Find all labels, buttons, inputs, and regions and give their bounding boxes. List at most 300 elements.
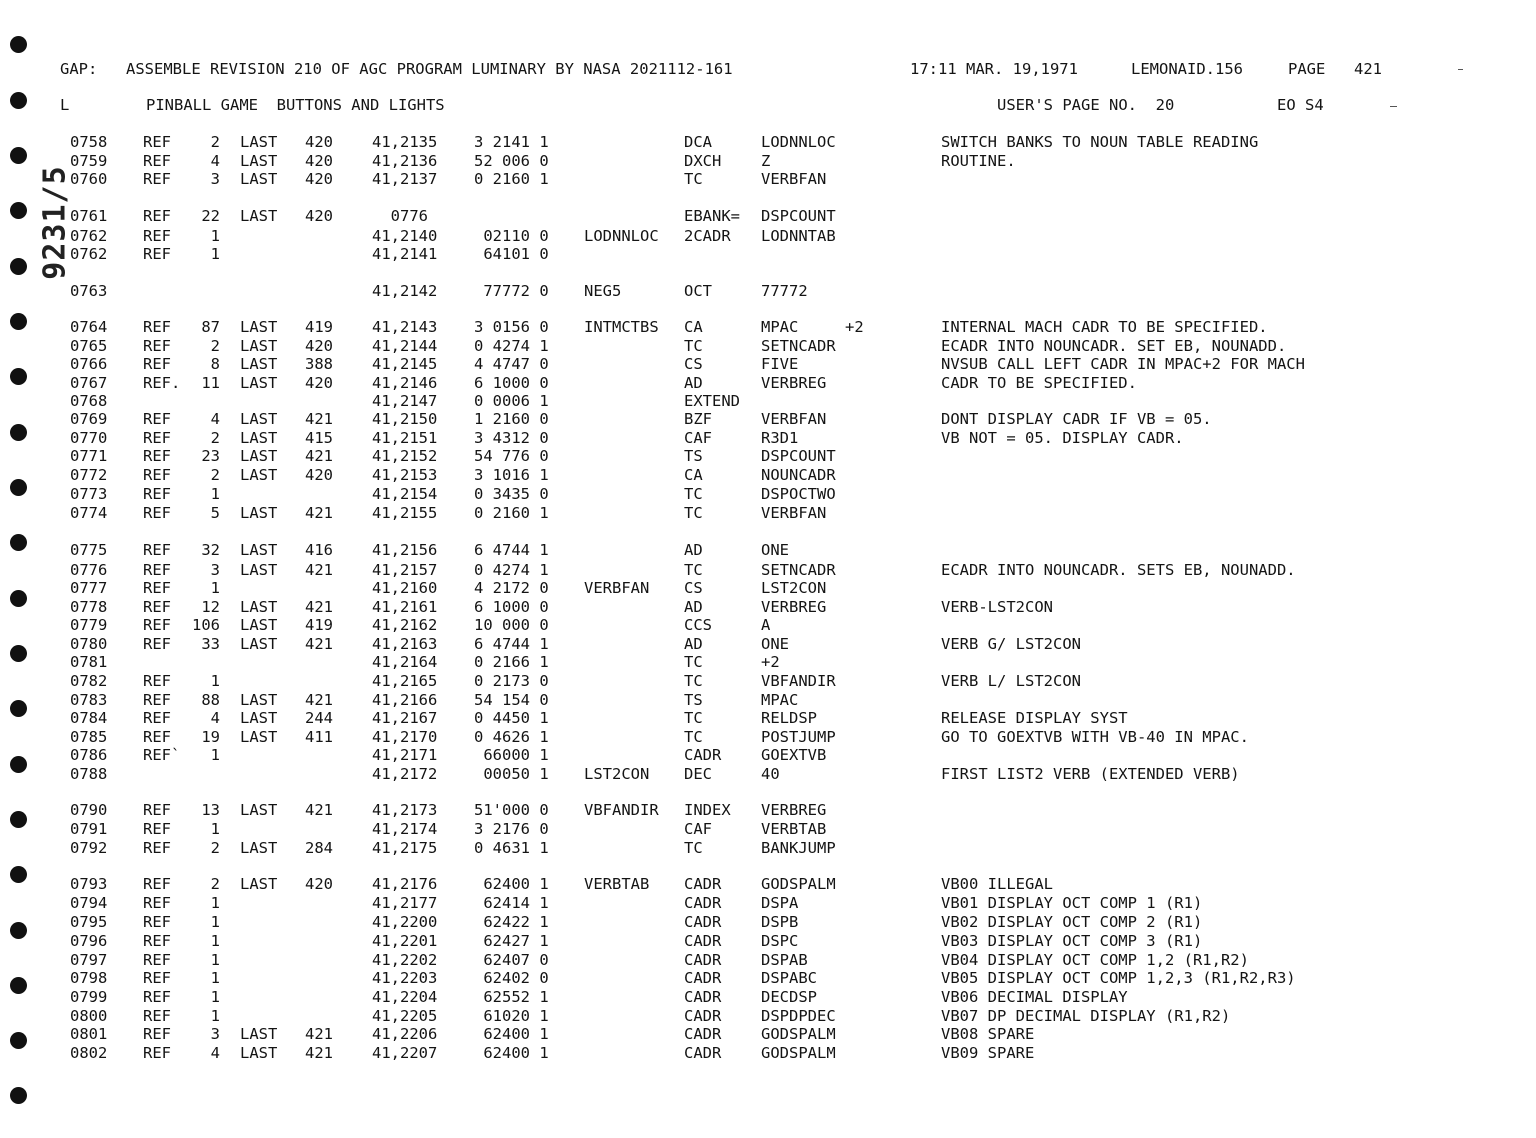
listing-row <box>0 207 1536 225</box>
label: VBFANDIR <box>584 801 659 819</box>
ref-keyword: REF <box>143 207 171 225</box>
address: 41,2205 <box>372 1007 438 1025</box>
opcode: AD <box>684 374 703 392</box>
feed-hole <box>10 1087 27 1104</box>
listing-row <box>0 466 1536 484</box>
ref-count: 22 <box>201 207 220 225</box>
ref-keyword: REF <box>143 988 171 1006</box>
octal-code: 3 2141 1 <box>474 133 549 151</box>
address: 41,2173 <box>372 801 438 819</box>
last-page: 420 <box>305 374 333 392</box>
ref-keyword: REF. <box>143 374 181 392</box>
operand: DSPCOUNT <box>761 207 836 225</box>
last-keyword: LAST <box>240 616 278 634</box>
ref-keyword: REF <box>143 245 171 263</box>
label: LODNNLOC <box>584 227 659 245</box>
ref-keyword: REF <box>143 635 171 653</box>
operand: DSPDPDEC <box>761 1007 836 1025</box>
ref-keyword: REF <box>143 1025 171 1043</box>
last-page: 420 <box>305 466 333 484</box>
ref-count: 5 <box>210 504 220 522</box>
label: NEG5 <box>584 282 622 300</box>
operand: VERBTAB <box>761 820 827 838</box>
octal-code: 02110 0 <box>474 227 549 245</box>
listing-row <box>0 746 1536 764</box>
last-keyword: LAST <box>240 355 278 373</box>
octal-code: 62400 1 <box>474 1025 549 1043</box>
line-number: 0776 <box>70 561 108 579</box>
operand: LODNNLOC <box>761 133 836 151</box>
listing-row <box>0 152 1536 170</box>
last-page: 421 <box>305 801 333 819</box>
last-keyword: LAST <box>240 207 278 225</box>
ref-count: 2 <box>210 429 220 447</box>
comment: VB07 DP DECIMAL DISPLAY (R1,R2) <box>941 1007 1231 1025</box>
octal-code: 61020 1 <box>474 1007 549 1025</box>
last-page: 411 <box>305 728 333 746</box>
comment: NVSUB CALL LEFT CADR IN MPAC+2 FOR MACH <box>941 355 1305 373</box>
header-prefix: GAP: <box>60 60 98 78</box>
comment: VERB G/ LST2CON <box>941 635 1081 653</box>
comment: VB06 DECIMAL DISPLAY <box>941 988 1128 1006</box>
ref-count: 1 <box>210 227 220 245</box>
opcode: OCT <box>684 282 712 300</box>
octal-code: 62407 0 <box>474 951 549 969</box>
operand: VERBREG <box>761 801 827 819</box>
address: 41,2160 <box>372 579 438 597</box>
margin-dash <box>1458 69 1463 70</box>
line-number: 0783 <box>70 691 108 709</box>
last-page: 420 <box>305 133 333 151</box>
operand: RELDSP <box>761 709 817 727</box>
operand: BANKJUMP <box>761 839 836 857</box>
comment: VB NOT = 05. DISPLAY CADR. <box>941 429 1184 447</box>
opcode: TC <box>684 170 703 188</box>
ref-keyword: REF <box>143 801 171 819</box>
listing-row <box>0 951 1536 969</box>
ref-keyword: REF <box>143 485 171 503</box>
ref-keyword: REF <box>143 1044 171 1062</box>
line-number: 0794 <box>70 894 108 912</box>
comment: VB09 SPARE <box>941 1044 1035 1062</box>
last-page: 421 <box>305 1044 333 1062</box>
line-number: 0792 <box>70 839 108 857</box>
listing-row <box>0 653 1536 671</box>
opcode: CCS <box>684 616 712 634</box>
address: 41,2202 <box>372 951 438 969</box>
address: 41,2152 <box>372 447 438 465</box>
address: 41,2207 <box>372 1044 438 1062</box>
address: 41,2200 <box>372 913 438 931</box>
label: VERBFAN <box>584 579 650 597</box>
ref-keyword: REF <box>143 839 171 857</box>
ref-keyword: REF <box>143 337 171 355</box>
comment: CADR TO BE SPECIFIED. <box>941 374 1137 392</box>
ref-count: 11 <box>201 374 220 392</box>
octal-code: 0 4631 1 <box>474 839 549 857</box>
comment: VERB-LST2CON <box>941 598 1053 616</box>
ref-keyword: REF <box>143 672 171 690</box>
operand: 40 <box>761 765 780 783</box>
address: 41,2144 <box>372 337 438 355</box>
opcode: CAF <box>684 820 712 838</box>
operand: ONE <box>761 541 789 559</box>
address: 41,2157 <box>372 561 438 579</box>
opcode: TC <box>684 485 703 503</box>
octal-code: 52 006 0 <box>474 152 549 170</box>
last-page: 388 <box>305 355 333 373</box>
address: 41,2135 <box>372 133 438 151</box>
ref-keyword: REF <box>143 616 171 634</box>
operand: VERBFAN <box>761 170 827 188</box>
listing-row <box>0 1007 1536 1025</box>
opcode: TC <box>684 653 703 671</box>
last-page: 284 <box>305 839 333 857</box>
operand: VERBFAN <box>761 504 827 522</box>
operand: A <box>761 616 771 634</box>
line-number: 0796 <box>70 932 108 950</box>
ref-keyword: REF <box>143 429 171 447</box>
address: 41,2166 <box>372 691 438 709</box>
opcode: TC <box>684 709 703 727</box>
octal-code: 10 000 0 <box>474 616 549 634</box>
line-number: 0797 <box>70 951 108 969</box>
ref-count: 12 <box>201 598 220 616</box>
opcode: CS <box>684 579 703 597</box>
opcode: TC <box>684 504 703 522</box>
last-page: 421 <box>305 691 333 709</box>
line-number: 0800 <box>70 1007 108 1025</box>
ref-count: 3 <box>210 561 220 579</box>
operand: FIVE <box>761 355 799 373</box>
ref-count: 1 <box>210 1007 220 1025</box>
line-number: 0759 <box>70 152 108 170</box>
listing-row <box>0 765 1536 783</box>
ref-count: 2 <box>210 839 220 857</box>
ref-count: 88 <box>201 691 220 709</box>
opcode: DXCH <box>684 152 722 170</box>
listing-row <box>0 561 1536 579</box>
opcode: TS <box>684 447 703 465</box>
octal-code: 0 4274 1 <box>474 561 549 579</box>
address: 41,2201 <box>372 932 438 950</box>
line-number: 0802 <box>70 1044 108 1062</box>
listing-row <box>0 504 1536 522</box>
octal-code: 62400 1 <box>474 875 549 893</box>
ref-count: 2 <box>210 875 220 893</box>
ref-count: 1 <box>210 672 220 690</box>
last-keyword: LAST <box>240 541 278 559</box>
ref-keyword: REF <box>143 969 171 987</box>
header-page-number: 421 <box>1354 60 1382 78</box>
listing-row <box>0 691 1536 709</box>
octal-code: 4 2172 0 <box>474 579 549 597</box>
ref-keyword: REF <box>143 466 171 484</box>
operand: GODSPALM <box>761 1025 836 1043</box>
ref-keyword: REF <box>143 598 171 616</box>
octal-code: 3 4312 0 <box>474 429 549 447</box>
comment: ROUTINE. <box>941 152 1016 170</box>
octal-code: 64101 0 <box>474 245 549 263</box>
octal-code: 1 2160 0 <box>474 410 549 428</box>
ref-count: 4 <box>210 152 220 170</box>
address: 41,2137 <box>372 170 438 188</box>
header-file: LEMONAID.156 <box>1131 60 1243 78</box>
operand: MPAC <box>761 691 799 709</box>
ref-count: 1 <box>210 820 220 838</box>
octal-code: 6 1000 0 <box>474 598 549 616</box>
line-number: 0779 <box>70 616 108 634</box>
comment: VERB L/ LST2CON <box>941 672 1081 690</box>
feed-hole <box>10 36 27 53</box>
line-number: 0769 <box>70 410 108 428</box>
address: 41,2172 <box>372 765 438 783</box>
address: 41,2151 <box>372 429 438 447</box>
listing-row <box>0 133 1536 151</box>
ref-keyword: REF <box>143 875 171 893</box>
line-number: 0770 <box>70 429 108 447</box>
listing-row <box>0 913 1536 931</box>
ref-count: 106 <box>192 616 220 634</box>
last-keyword: LAST <box>240 466 278 484</box>
opcode: TC <box>684 728 703 746</box>
ref-count: 8 <box>210 355 220 373</box>
header-page-label: PAGE <box>1288 60 1326 78</box>
octal-code: 0 2173 0 <box>474 672 549 690</box>
listing-row <box>0 374 1536 392</box>
operand: LST2CON <box>761 579 827 597</box>
opcode: CADR <box>684 746 722 764</box>
listing-row <box>0 988 1536 1006</box>
opcode: CADR <box>684 1044 722 1062</box>
listing-row <box>0 318 1536 336</box>
opcode: BZF <box>684 410 712 428</box>
listing-row <box>0 728 1536 746</box>
address: 41,2163 <box>372 635 438 653</box>
listing-row <box>0 485 1536 503</box>
operand: GOEXTVB <box>761 746 827 764</box>
address: 41,2170 <box>372 728 438 746</box>
octal-code: 0 4274 1 <box>474 337 549 355</box>
ref-count: 1 <box>210 894 220 912</box>
label: VERBTAB <box>584 875 650 893</box>
last-keyword: LAST <box>240 318 278 336</box>
listing-row <box>0 392 1536 410</box>
opcode: TS <box>684 691 703 709</box>
comment: VB08 SPARE <box>941 1025 1035 1043</box>
comment: VB04 DISPLAY OCT COMP 1,2 (R1,R2) <box>941 951 1249 969</box>
listing-row <box>0 337 1536 355</box>
last-keyword: LAST <box>240 839 278 857</box>
listing-row <box>0 227 1536 245</box>
listing-row <box>0 969 1536 987</box>
line-number: 0781 <box>70 653 108 671</box>
address: 41,2176 <box>372 875 438 893</box>
opcode: TC <box>684 561 703 579</box>
ref-keyword: REF <box>143 133 171 151</box>
ref-count: 4 <box>210 709 220 727</box>
line-number: 0799 <box>70 988 108 1006</box>
address: 41,2146 <box>372 374 438 392</box>
operand: LODNNTAB <box>761 227 836 245</box>
margin-dash <box>1390 106 1397 107</box>
operand: POSTJUMP <box>761 728 836 746</box>
operand: DSPB <box>761 913 799 931</box>
ref-count: 33 <box>201 635 220 653</box>
ref-count: 32 <box>201 541 220 559</box>
listing-row <box>0 672 1536 690</box>
line-number: 0786 <box>70 746 108 764</box>
last-page: 421 <box>305 410 333 428</box>
last-page: 416 <box>305 541 333 559</box>
last-keyword: LAST <box>240 410 278 428</box>
last-keyword: LAST <box>240 635 278 653</box>
ref-keyword: REF <box>143 355 171 373</box>
octal-code: 0 4626 1 <box>474 728 549 746</box>
address: 41,2140 <box>372 227 438 245</box>
ref-keyword: REF <box>143 561 171 579</box>
octal-code: 3 2176 0 <box>474 820 549 838</box>
ref-count: 4 <box>210 1044 220 1062</box>
opcode: AD <box>684 598 703 616</box>
opcode: CADR <box>684 1007 722 1025</box>
octal-code: 0 3435 0 <box>474 485 549 503</box>
opcode: 2CADR <box>684 227 731 245</box>
ref-count: 4 <box>210 410 220 428</box>
opcode: CAF <box>684 429 712 447</box>
line-number: 0785 <box>70 728 108 746</box>
listing-row <box>0 801 1536 819</box>
listing-row <box>0 245 1536 263</box>
comment: DONT DISPLAY CADR IF VB = 05. <box>941 410 1212 428</box>
operand: ONE <box>761 635 789 653</box>
octal-code: 0 2160 1 <box>474 504 549 522</box>
listing-row <box>0 170 1536 188</box>
line-number: 0775 <box>70 541 108 559</box>
comment: VB00 ILLEGAL <box>941 875 1053 893</box>
listing-row <box>0 429 1536 447</box>
operand: 77772 <box>761 282 808 300</box>
opcode: INDEX <box>684 801 731 819</box>
last-page: 420 <box>305 170 333 188</box>
ref-keyword: REF` <box>143 746 181 764</box>
listing-row <box>0 839 1536 857</box>
address: 41,2162 <box>372 616 438 634</box>
opcode: CADR <box>684 932 722 950</box>
address: 41,2142 <box>372 282 438 300</box>
opcode: AD <box>684 541 703 559</box>
ref-keyword: REF <box>143 709 171 727</box>
label: LST2CON <box>584 765 650 783</box>
line-number: 0760 <box>70 170 108 188</box>
octal-code: 62402 0 <box>474 969 549 987</box>
octal-code: 6 4744 1 <box>474 541 549 559</box>
opcode: CADR <box>684 913 722 931</box>
listing-row <box>0 932 1536 950</box>
operand: DSPC <box>761 932 799 950</box>
ref-keyword: REF <box>143 820 171 838</box>
operand: R3D1 <box>761 429 799 447</box>
opcode: CADR <box>684 875 722 893</box>
line-number: 0777 <box>70 579 108 597</box>
users-page-number: USER'S PAGE NO. 20 <box>997 96 1175 114</box>
last-keyword: LAST <box>240 429 278 447</box>
ref-keyword: REF <box>143 728 171 746</box>
ref-count: 1 <box>210 913 220 931</box>
octal-code: 0 2166 1 <box>474 653 549 671</box>
listing-row <box>0 541 1536 559</box>
octal-code: 54 154 0 <box>474 691 549 709</box>
comment: INTERNAL MACH CADR TO BE SPECIFIED. <box>941 318 1268 336</box>
address: 41,2174 <box>372 820 438 838</box>
address: 41,2203 <box>372 969 438 987</box>
ref-count: 1 <box>210 746 220 764</box>
ref-count: 13 <box>201 801 220 819</box>
last-page: 421 <box>305 561 333 579</box>
comment: RELEASE DISPLAY SYST <box>941 709 1128 727</box>
header-title: ASSEMBLE REVISION 210 OF AGC PROGRAM LUMINARY BY NASA 2021112-161 <box>126 60 733 78</box>
opcode: CADR <box>684 969 722 987</box>
listing-row <box>0 875 1536 893</box>
operand: DSPCOUNT <box>761 447 836 465</box>
comment: ECADR INTO NOUNCADR. SET EB, NOUNADD. <box>941 337 1287 355</box>
address: 41,2177 <box>372 894 438 912</box>
opcode: CADR <box>684 988 722 1006</box>
last-keyword: LAST <box>240 504 278 522</box>
last-keyword: LAST <box>240 133 278 151</box>
ref-keyword: REF <box>143 170 171 188</box>
opcode: EXTEND <box>684 392 740 410</box>
opcode: TC <box>684 672 703 690</box>
operand: VERBFAN <box>761 410 827 428</box>
eo-code: EO S4 <box>1277 96 1324 114</box>
octal-code: 00050 1 <box>474 765 549 783</box>
address: 41,2145 <box>372 355 438 373</box>
last-keyword: LAST <box>240 447 278 465</box>
opcode: TC <box>684 337 703 355</box>
line-number: 0762 <box>70 245 108 263</box>
line-number: 0765 <box>70 337 108 355</box>
listing-row <box>0 635 1536 653</box>
last-page: 421 <box>305 447 333 465</box>
comment: VB05 DISPLAY OCT COMP 1,2,3 (R1,R2,R3) <box>941 969 1296 987</box>
line-number: 0780 <box>70 635 108 653</box>
opcode: CADR <box>684 951 722 969</box>
last-keyword: LAST <box>240 1025 278 1043</box>
operand: DSPA <box>761 894 799 912</box>
ref-count: 2 <box>210 466 220 484</box>
last-keyword: LAST <box>240 801 278 819</box>
ref-count: 23 <box>201 447 220 465</box>
operand: SETNCADR <box>761 561 836 579</box>
last-page: 415 <box>305 429 333 447</box>
ref-keyword: REF <box>143 691 171 709</box>
line-number: 0761 <box>70 207 108 225</box>
comment: ECADR INTO NOUNCADR. SETS EB, NOUNADD. <box>941 561 1296 579</box>
subheader-marker: L <box>60 96 70 114</box>
address: 41,2171 <box>372 746 438 764</box>
opcode: AD <box>684 635 703 653</box>
label: INTMCTBS <box>584 318 659 336</box>
listing-row <box>0 579 1536 597</box>
line-number: 0790 <box>70 801 108 819</box>
octal-code: 51'000 0 <box>474 801 549 819</box>
listing-row <box>0 1025 1536 1043</box>
line-number: 0767 <box>70 374 108 392</box>
operand: DSPOCTWO <box>761 485 836 503</box>
line-number: 0764 <box>70 318 108 336</box>
octal-code: 66000 1 <box>474 746 549 764</box>
